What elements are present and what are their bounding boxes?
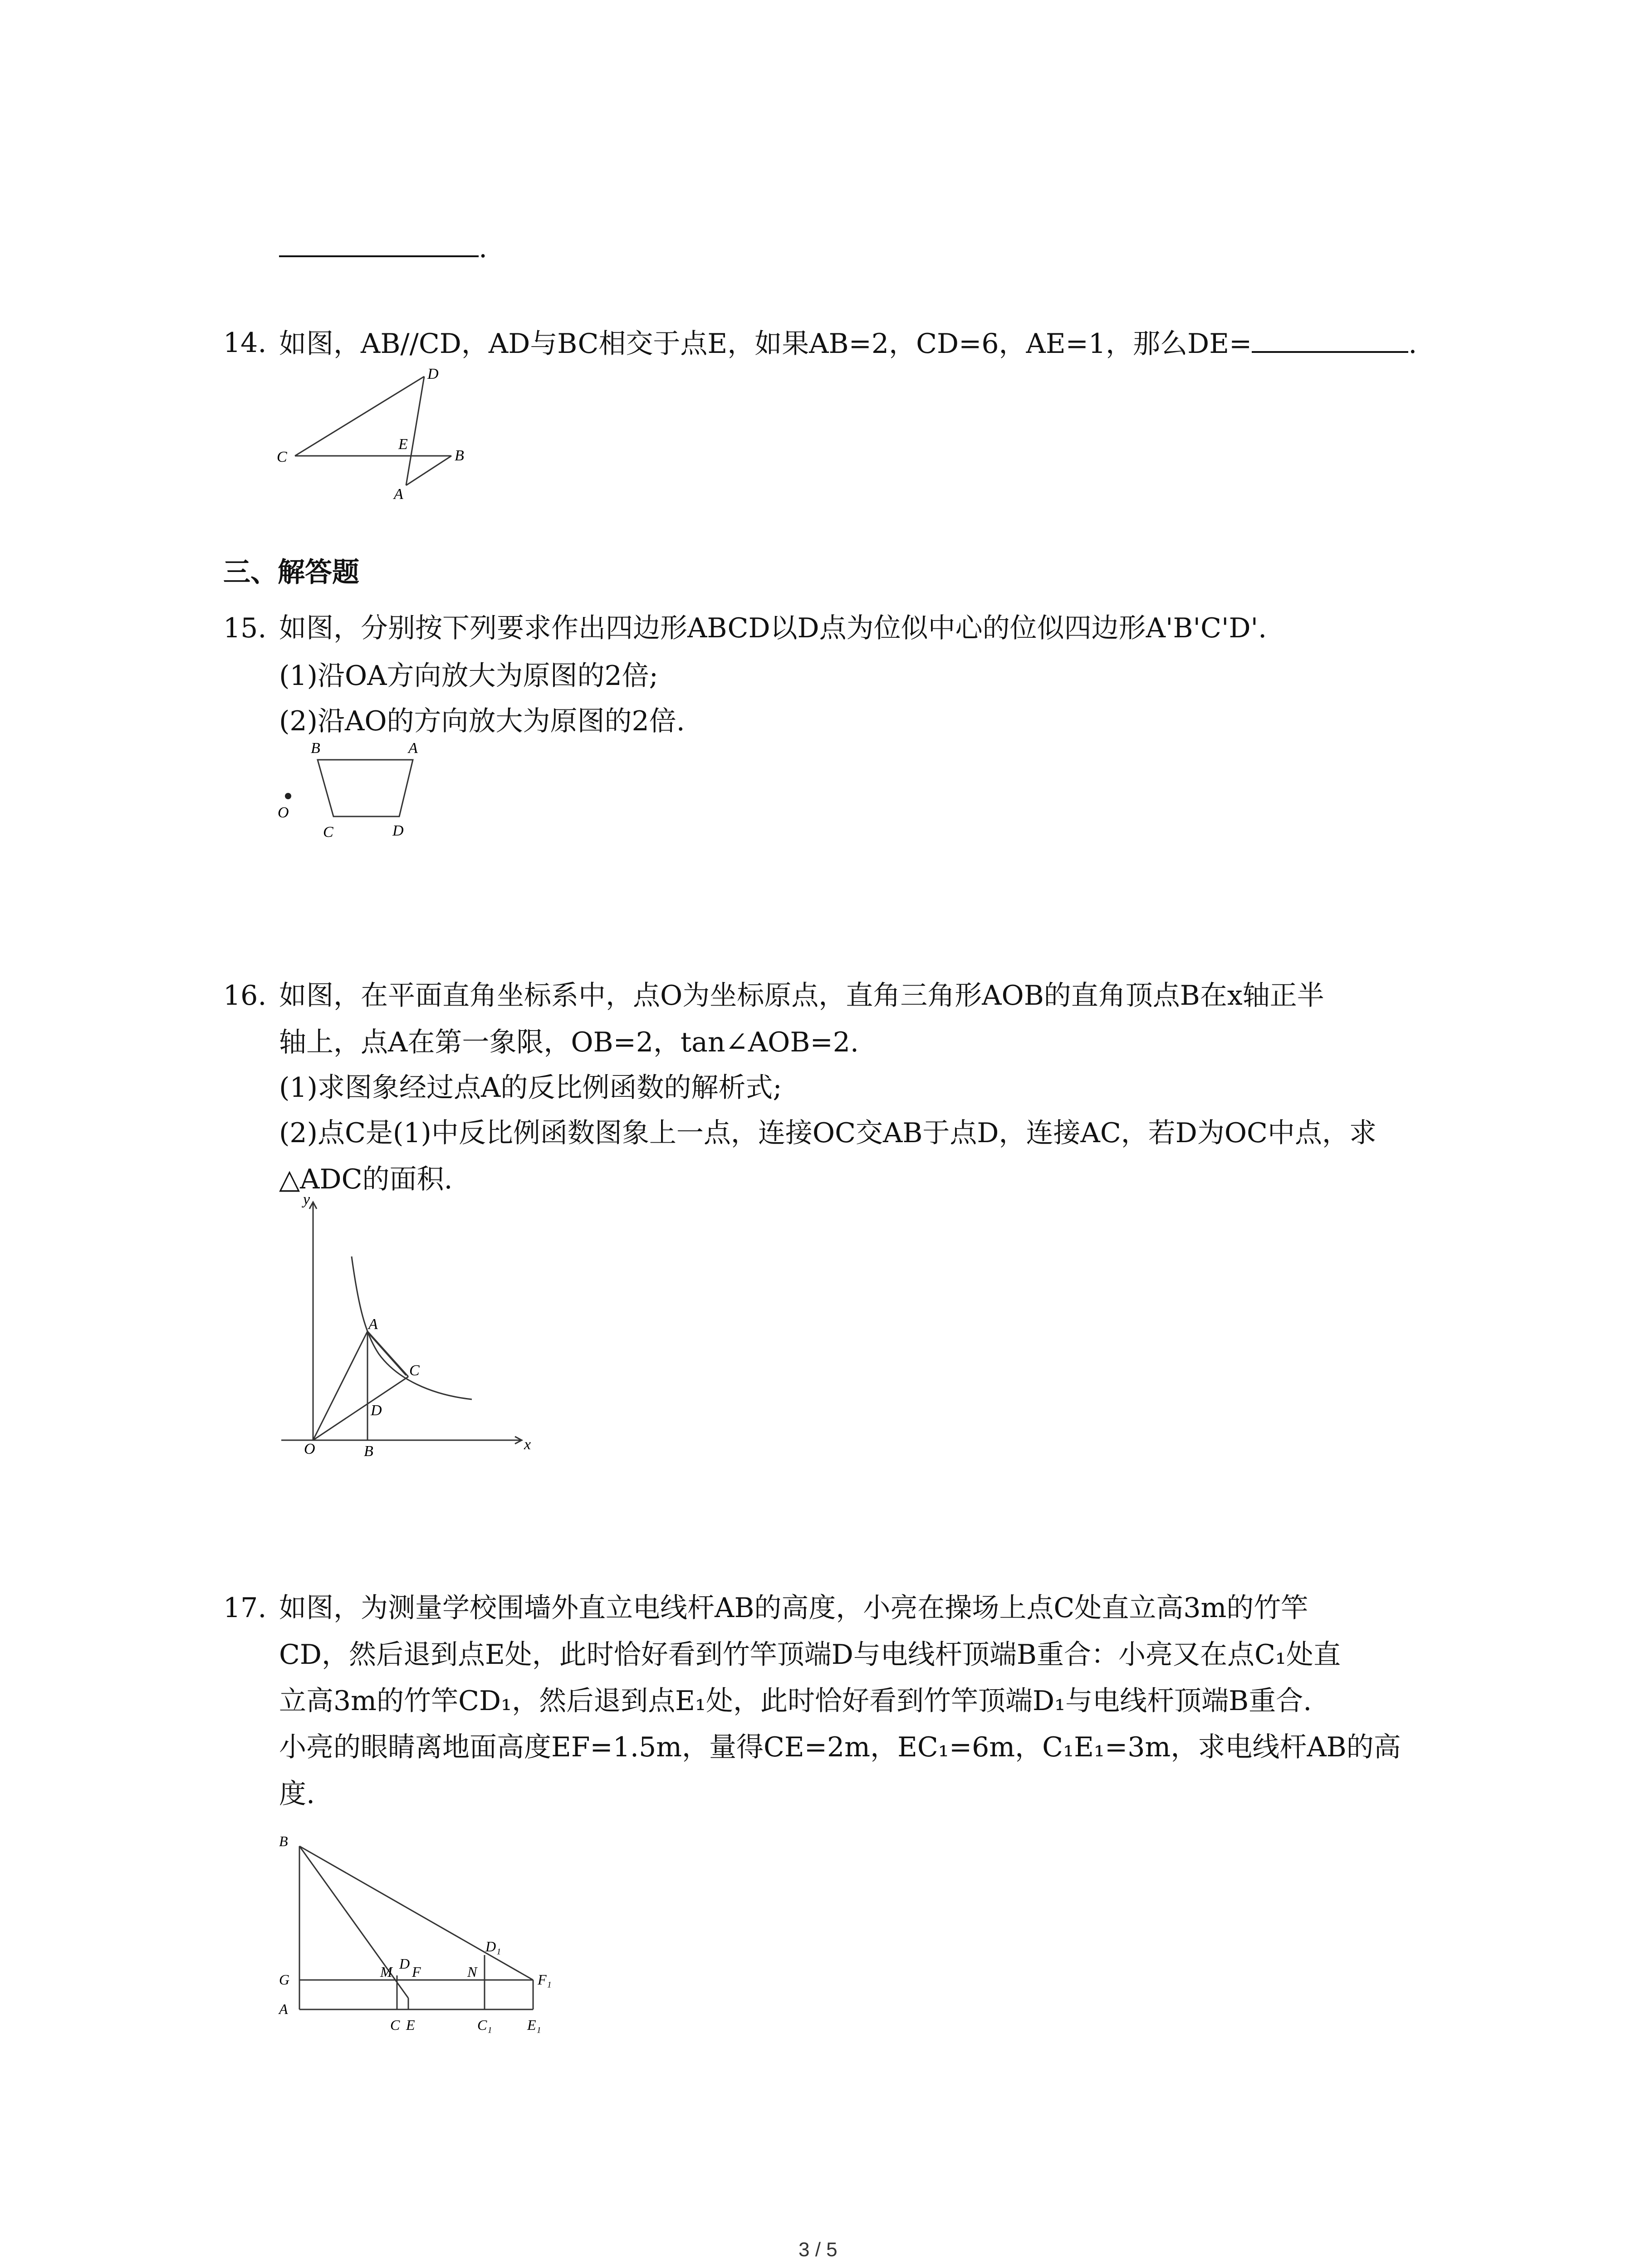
q17-line5: 度.: [279, 1778, 315, 1810]
q15-text: 如图，分别按下列要求作出四边形ABCD以D点为位似中心的位似四边形A'B'C'D'.: [279, 612, 1267, 644]
q14-label-c: C: [277, 449, 287, 465]
segment-da: [406, 376, 424, 485]
answer-blank: [279, 229, 479, 257]
segment-ab: [406, 456, 451, 485]
q14-text: [279, 325, 1417, 362]
q16-part2-line2: △ADC的面积.: [279, 1163, 453, 1195]
q16-label-y: y: [303, 1193, 310, 1208]
q15-number: 15.: [223, 612, 267, 644]
q14-suffix: .: [1408, 328, 1417, 360]
segment-oa: [313, 1331, 367, 1440]
q15-figure: [268, 739, 458, 848]
q17-label-e1: E₁: [527, 2017, 541, 2033]
q14-label-a: A: [394, 486, 403, 503]
q17-label-c: C: [390, 2017, 400, 2033]
q17-label-d: D: [399, 1955, 410, 1972]
sight-line-bf1: [299, 1846, 533, 1980]
q16-label-a: A: [368, 1316, 378, 1333]
q17-label-e: E: [406, 2017, 415, 2033]
q17-label-f: F: [412, 1964, 421, 1980]
top-fragment: [279, 229, 487, 266]
q17-line1: 如图，为测量学校围墙外直立电线杆AB的高度，小亮在操场上点C处直立高3m的竹竿: [279, 1592, 1308, 1624]
q15-label-o: O: [278, 804, 289, 821]
q16-label-o: O: [304, 1441, 315, 1456]
q16-figure: [268, 1193, 540, 1456]
quadrilateral-abcd: [318, 760, 413, 816]
q14-label-e: E: [398, 436, 408, 453]
q15-label-a: A: [408, 740, 418, 757]
q17-label-m: M: [380, 1964, 392, 1980]
q16-label-c: C: [409, 1362, 420, 1379]
top-fragment-suffix: .: [479, 232, 488, 264]
q15-part1: (1)沿OA方向放大为原图的2倍;: [279, 660, 658, 692]
q16-label-d: D: [371, 1402, 382, 1419]
q16-line1: 如图，在平面直角坐标系中，点O为坐标原点，直角三角形AOB的直角顶点B在x轴正半: [279, 980, 1324, 1012]
q15-label-b: B: [311, 740, 320, 757]
q16-part2-line1: (2)点C是(1)中反比例函数图象上一点，连接OC交AB于点D，连接AC，若D为OC中点，求: [279, 1117, 1376, 1149]
q15-label-c: C: [323, 824, 333, 841]
q17-label-b: B: [279, 1833, 288, 1849]
q14-figure: [268, 363, 485, 508]
q15-part2: (2)沿AO的方向放大为原图的2倍.: [279, 705, 685, 737]
q17-line2: CD，然后退到点E处，此时恰好看到竹竿顶端D与电线杆顶端B重合：小亮又在点C₁处直: [279, 1639, 1341, 1671]
q17-label-c1: C₁: [477, 2017, 492, 2033]
q14-answer-blank: [1252, 325, 1408, 353]
page-number: 3 / 5: [798, 2239, 838, 2261]
section-title: 三、解答题: [223, 557, 359, 588]
point-o: [285, 793, 291, 799]
q16-label-x: x: [524, 1436, 531, 1453]
q17-figure: [268, 1828, 576, 2037]
q16-label-b: B: [364, 1443, 373, 1456]
q17-label-f1: F₁: [538, 1971, 552, 1988]
q17-line4: 小亮的眼睛离地面高度EF=1.5m，量得CE=2m，EC₁=6m，C₁E₁=3m，求电线杆AB的高: [279, 1731, 1401, 1763]
q17-number: 17.: [223, 1592, 267, 1624]
q15-label-d: D: [392, 822, 404, 839]
q14-label-d: D: [427, 366, 439, 382]
q14-label-b: B: [455, 447, 464, 464]
q17-label-d1: D₁: [485, 1938, 501, 1955]
q16-line2: 轴上，点A在第一象限，OB=2，tan∠AOB=2.: [279, 1026, 859, 1058]
q17-label-a: A: [279, 2001, 288, 2017]
q17-label-n: N: [467, 1964, 477, 1980]
q14-stem: 如图，AB//CD，AD与BC相交于点E，如果AB=2，CD=6，AE=1，那么DE=: [279, 328, 1252, 360]
q17-line3: 立高3m的竹竿CD₁，然后退到点E₁处，此时恰好看到竹竿顶端D₁与电线杆顶端B重合.: [279, 1685, 1312, 1717]
segment-ac-inner: [369, 1334, 406, 1375]
segment-oc: [313, 1377, 408, 1440]
q16-number: 16.: [223, 980, 267, 1012]
q16-part1: (1)求图象经过点A的反比例函数的解析式;: [279, 1072, 782, 1104]
q14-number: 14.: [223, 327, 267, 359]
q17-label-g: G: [279, 1971, 290, 1988]
